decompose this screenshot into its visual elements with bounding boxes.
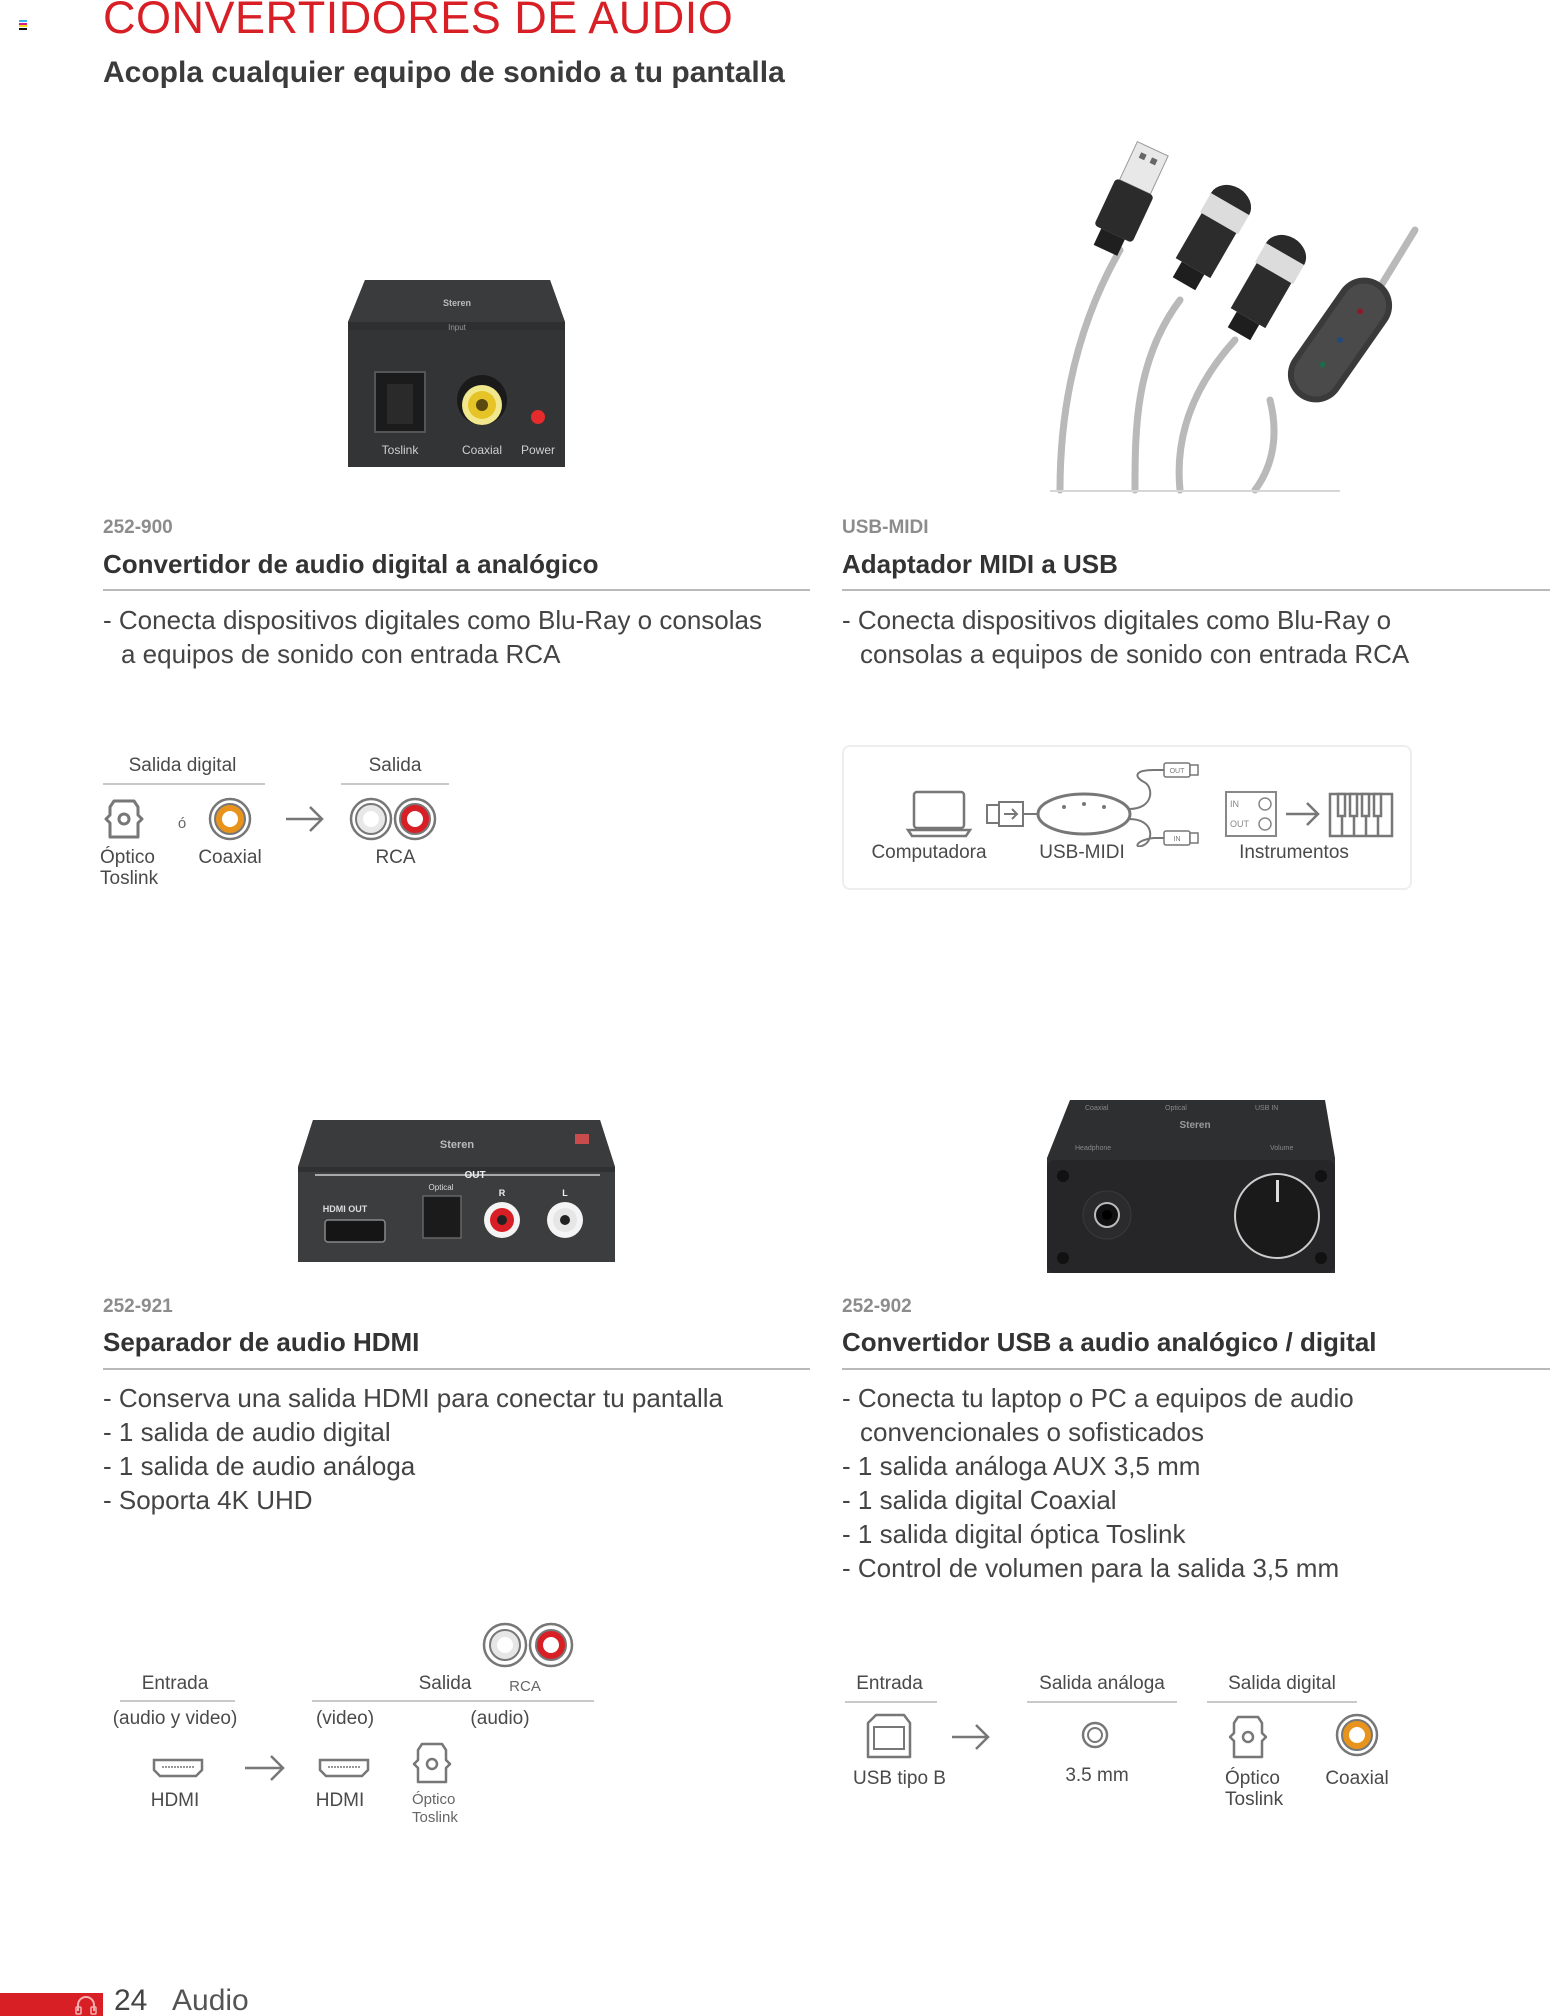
product-image-usb-midi xyxy=(1040,140,1420,495)
diagram-header-output: Salida xyxy=(368,755,422,776)
diagram-header-input: Salida digital xyxy=(128,755,237,776)
diagram-item-usb-b: USB tipo B xyxy=(853,1768,946,1789)
svg-text:Optical: Optical xyxy=(1165,1105,1187,1112)
page-number: 24 xyxy=(114,1984,148,2016)
feature-item: - Conecta dispositivos digitales como Blu-Ray o consolas a equipos de sonido con entrada RCA xyxy=(842,605,1410,669)
diagram-header-input: Entrada xyxy=(141,1673,209,1694)
product-sku: 252-902 xyxy=(842,1296,912,1317)
diagram-item-hdmi-in: HDMI xyxy=(150,1790,200,1811)
diagram-header-digital: Salida digital xyxy=(1228,1673,1336,1694)
product-title: Separador de audio HDMI xyxy=(103,1327,420,1357)
diagram-item-instruments: Instrumentos xyxy=(1239,842,1349,863)
svg-text:Steren: Steren xyxy=(439,1139,475,1151)
svg-text:IN: IN xyxy=(1173,836,1181,843)
diagram-item-usb-midi: USB-MIDI xyxy=(1039,842,1125,863)
rca-label: RCA xyxy=(509,1678,541,1695)
feature-list xyxy=(103,603,783,671)
hdmi-icon xyxy=(140,1740,490,1795)
diagram-item-optical: Óptico Toslink xyxy=(1225,1768,1284,1810)
product-sku: 252-900 xyxy=(103,517,173,538)
svg-text:R: R xyxy=(498,1188,506,1198)
diagram-sub-audio: (audio) xyxy=(470,1708,530,1729)
feature-item: - 1 salida de audio digital xyxy=(103,1417,391,1447)
diagram-underline xyxy=(312,1700,594,1702)
keyboard-icon xyxy=(1330,794,1392,836)
product-title: Convertidor de audio digital a analógico xyxy=(103,549,599,579)
diagram-underline xyxy=(1027,1701,1177,1703)
product-title: Adaptador MIDI a USB xyxy=(842,549,1118,579)
connection-diagram-252-902 xyxy=(842,1665,1402,1825)
svg-text:OUT: OUT xyxy=(464,1170,486,1181)
feature-item: - 1 salida digital óptica Toslink xyxy=(842,1519,1186,1549)
diagram-sub-input: (audio y video) xyxy=(112,1708,238,1729)
svg-text:OUT: OUT xyxy=(1169,768,1185,775)
diagram-sub-video: (video) xyxy=(315,1708,375,1729)
connection-diagram-usb-midi xyxy=(842,745,1412,890)
laptop-icon xyxy=(908,792,970,836)
product-title: Convertidor USB a audio analógico / digital xyxy=(842,1327,1377,1357)
page-title: CONVERTIDORES DE AUDIO xyxy=(103,0,734,43)
svg-text:Power: Power xyxy=(520,443,556,457)
feature-item: - 1 salida análoga AUX 3,5 mm xyxy=(842,1451,1201,1481)
diagram-item-optical: Óptico Toslink xyxy=(412,1791,458,1826)
feature-list xyxy=(103,1381,723,1517)
diagram-item-optical: Óptico Toslink xyxy=(100,847,159,889)
feature-item: - Conecta tu laptop o PC a equipos de audio convencionales o sofisticados xyxy=(842,1383,1354,1447)
usb-b-icon xyxy=(842,1713,1402,1763)
svg-text:Toslink: Toslink xyxy=(381,443,419,457)
svg-text:Coaxial: Coaxial xyxy=(461,443,503,457)
feature-list xyxy=(842,603,1442,671)
diagram-item-coaxial: Coaxial xyxy=(1325,1768,1389,1789)
product-sku: USB-MIDI xyxy=(842,517,929,538)
headphones-icon xyxy=(74,1995,98,2015)
product-image-252-902 xyxy=(1045,1098,1350,1278)
diagram-underline xyxy=(845,1701,937,1703)
svg-text:HDMI OUT: HDMI OUT xyxy=(322,1204,368,1214)
diagram-item-3-5mm: 3.5 mm xyxy=(1065,1765,1129,1786)
diagram-header-input: Entrada xyxy=(856,1673,923,1694)
feature-item: - 1 salida de audio análoga xyxy=(103,1451,416,1481)
svg-text:Optical: Optical xyxy=(428,1183,454,1192)
feature-item: - 1 salida digital Coaxial xyxy=(842,1485,1117,1515)
section-name: Audio xyxy=(172,1984,249,2016)
usb-plug-icon xyxy=(987,802,1039,826)
feature-item: - Control de volumen para la salida 3,5 mm xyxy=(842,1553,1340,1583)
diagram-header-analog: Salida análoga xyxy=(1039,1673,1165,1694)
feature-list xyxy=(842,1381,1402,1585)
svg-text:USB IN: USB IN xyxy=(1255,1105,1279,1112)
product-sku: 252-921 xyxy=(103,1296,173,1317)
connection-diagram-252-921 xyxy=(100,1620,600,1840)
diagram-underline xyxy=(103,783,265,785)
diagram-item-computer: Computadora xyxy=(871,842,987,863)
or-label: ó xyxy=(177,815,187,832)
diagram-item-rca: RCA xyxy=(375,847,416,868)
section-divider xyxy=(103,589,810,591)
diagram-underline xyxy=(120,1700,235,1702)
diagram-underline xyxy=(341,783,449,785)
product-image-252-900 xyxy=(345,272,570,472)
toslink-icon xyxy=(100,795,460,845)
diagram-header-output: Salida xyxy=(418,1673,472,1694)
section-divider xyxy=(103,1368,810,1370)
print-color-mark xyxy=(19,20,27,29)
diagram-item-hdmi-out: HDMI xyxy=(315,1790,365,1811)
feature-item: - Conserva una salida HDMI para conectar tu pantalla xyxy=(103,1383,723,1413)
connection-diagram-252-900 xyxy=(100,750,460,900)
diagram-item-coaxial: Coaxial xyxy=(198,847,262,868)
svg-text:OUT: OUT xyxy=(1230,819,1249,829)
svg-text:Input: Input xyxy=(448,323,466,332)
svg-text:IN: IN xyxy=(1230,799,1239,809)
product-image-252-921 xyxy=(295,1112,620,1272)
feature-item: - Soporta 4K UHD xyxy=(103,1485,313,1515)
svg-text:Steren: Steren xyxy=(442,298,472,308)
section-divider xyxy=(842,589,1550,591)
diagram-underline xyxy=(1207,1701,1357,1703)
feature-item: - Conecta dispositivos digitales como Blu-Ray o consolas a equipos de sonido con entrada RCA xyxy=(103,605,762,669)
footer-accent-bar xyxy=(0,1993,103,2016)
svg-text:L: L xyxy=(562,1188,568,1198)
rca-icon xyxy=(480,1620,580,1670)
page-subtitle: Acopla cualquier equipo de sonido a tu pantalla xyxy=(103,56,785,89)
section-divider xyxy=(842,1368,1550,1370)
svg-text:Headphone: Headphone xyxy=(1075,1145,1112,1152)
svg-text:Steren: Steren xyxy=(1179,1120,1211,1131)
svg-text:Volume: Volume xyxy=(1270,1145,1294,1152)
svg-text:Coaxial: Coaxial xyxy=(1085,1105,1109,1112)
